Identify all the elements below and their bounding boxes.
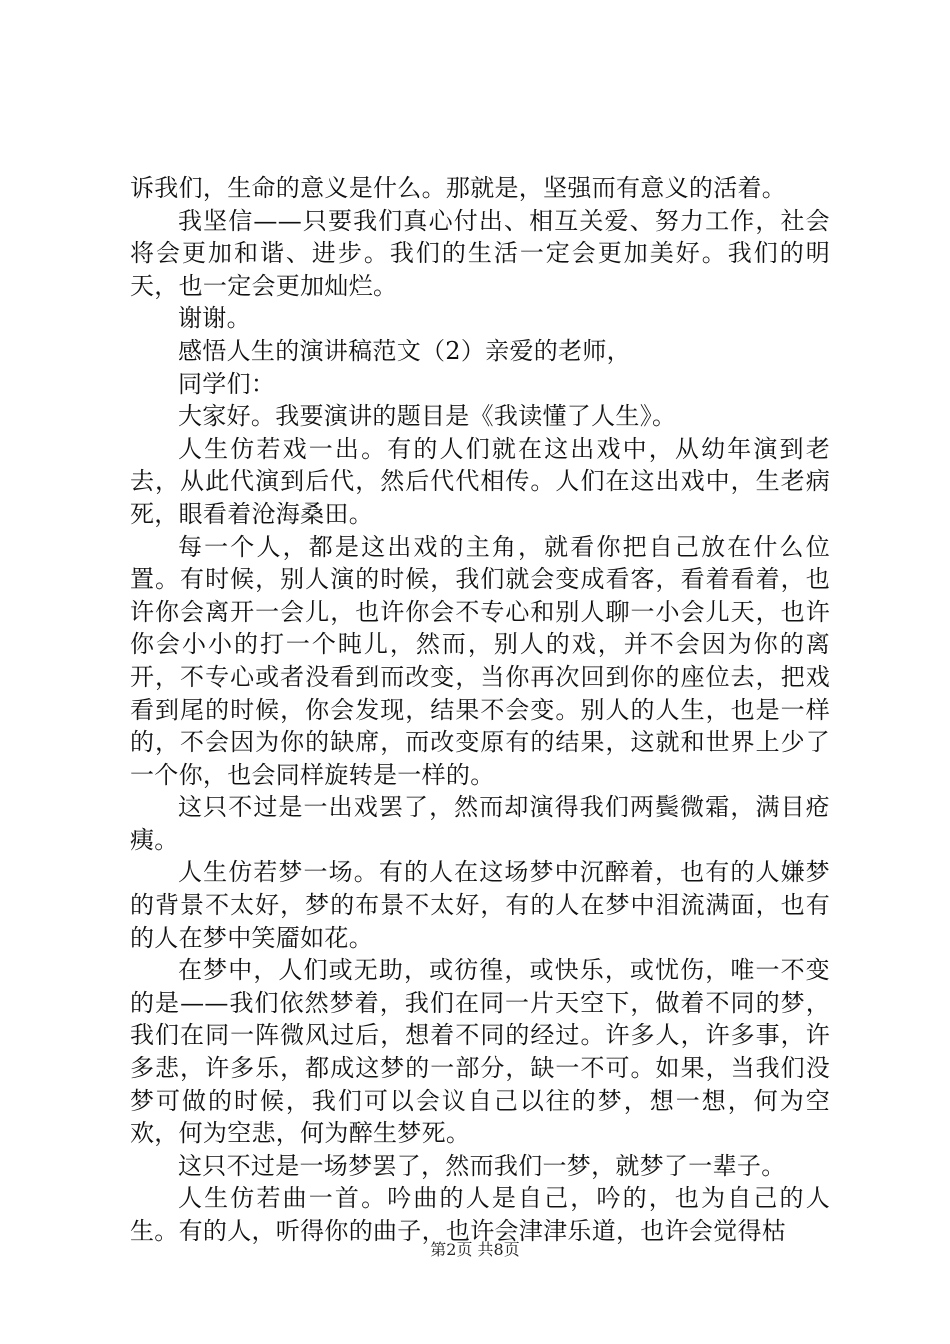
paragraph: 谢谢。 — [178, 304, 251, 333]
paragraph: 人生仿若梦一场。有的人在这场梦中沉醉着，也有的人嫌梦的背景不太好，梦的布景不太好，有的人在梦中泪流满面，也有的人在梦中笑靥如花。 — [130, 858, 830, 952]
paragraph: 大家好。我要演讲的题目是《我读懂了人生》。 — [178, 402, 677, 431]
paragraph: 我坚信——只要我们真心付出、相互关爱、努力工作，社会将会更加和谐、进步。我们的生活一定会更加美好。我们的明天，也一定会更加灿烂。 — [130, 206, 830, 300]
paragraph: 这只不过是一场梦罢了，然而我们一梦，就梦了一辈子。 — [178, 1151, 786, 1180]
page-number: 第2页 共8页 — [430, 1240, 520, 1259]
paragraph-continued: 诉我们，生命的意义是什么。那就是，坚强而有意义的活着。 — [130, 174, 787, 202]
paragraph: 人生仿若曲一首。吟曲的人是自己，吟的，也为自己的人生。有的人，听得你的曲子，也许会津津乐道，也许会觉得枯 — [130, 1184, 830, 1245]
page-footer — [0, 1240, 950, 1260]
paragraph: 同学们： — [178, 369, 276, 398]
paragraph: 这只不过是一出戏罢了，然而却演得我们两鬓微霜，满目疮痍。 — [130, 793, 830, 854]
section-heading: 感悟人生的演讲稿范文（2）亲爱的老师， — [178, 336, 631, 365]
paragraph: 在梦中，人们或无助，或彷徨，或快乐，或忧伤，唯一不变的是——我们依然梦着，我们在同一片天空下，做着不同的梦，我们在同一阵微风过后，想着不同的经过。许多人，许多事，许多悲，许多乐，都成这梦的一部分，缺一不可。如果，当我们没梦可做的时候，我们可以会议自己以往的梦，想一想，何为空欢，何为空悲，何为醉生梦死。 — [130, 956, 830, 1148]
paragraph: 人生仿若戏一出。有的人们就在这出戏中，从幼年演到老去，从此代演到后代，然后代代相传。人们在这出戏中，生老病死，眼看着沧海桑田。 — [130, 434, 830, 528]
document-body — [130, 172, 830, 1248]
paragraph: 每一个人，都是这出戏的主角，就看你把自己放在什么位置。有时候，别人演的时候，我们就会变成看客，看着看着，也许你会离开一会儿，也许你会不专心和别人聊一小会儿天，也许你会小小的打一个盹儿，然而，别人的戏，并不会因为你的离开，不专心或者没看到而改变，当你再次回到你的座位去，把戏看到尾的时候，你会发现，结果不会变。别人的人生，也是一样的，不会因为你的缺席，而改变原有的结果，这就和世界上少了一个你，也会同样旋转是一样的。 — [130, 532, 830, 789]
